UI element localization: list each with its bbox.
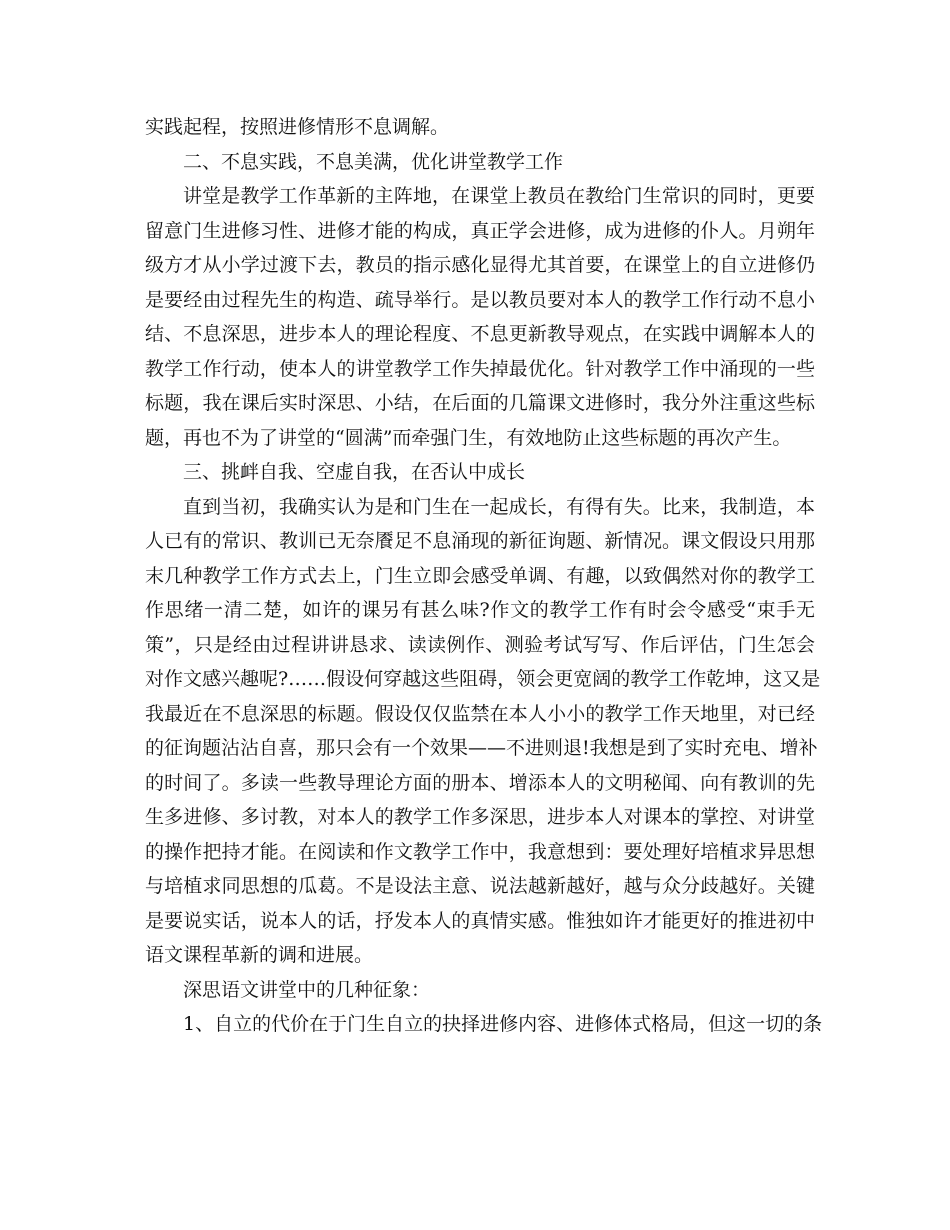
text-line: 是要说实话，说本人的话，抒发本人的真情实感。惟独如许才能更好的推进初中 [145, 909, 815, 932]
text-line: 的时间了。多读一些教导理论方面的册本、增添本人的文明秘闻、向有教训的先 [145, 771, 815, 794]
text-line: 讲堂是教学工作革新的主阵地，在课堂上教员在教给门生常识的同时，更要 [183, 185, 815, 207]
text-line: 我最近在不息深思的标题。假设仅仅监禁在本人小小的教学工作天地里，对已经 [145, 702, 815, 725]
text-line: 题，再也不为了讲堂的“圆满”而牵强门生，有效地防止这些标题的再次产生。 [145, 426, 792, 449]
section-heading: 三、挑衅自我、空虚自我，在否认中成长 [183, 461, 526, 483]
section-heading: 深思语文讲堂中的几种征象： [183, 978, 431, 1001]
text-line: 作思绪一清二楚，如许的课另有甚么味?作文的教学工作有时会令感受“束手无 [145, 599, 815, 621]
text-line: 策”，只是经由过程讲讲恳求、读读例作、测验考试写写、作后评估，门生怎会 [145, 633, 815, 656]
text-line: 末几种教学工作方式去上，门生立即会感受单调、有趣，以致偶然对你的教学工 [145, 564, 815, 587]
text-line: 语文课程革新的调和进展。 [145, 944, 374, 966]
text-line: 留意门生进修习性、进修才能的构成，真正学会进修，成为进修的仆人。月朔年 [145, 219, 815, 242]
text-line: 的操作把持才能。在阅读和作文教学工作中，我意想到：要处理好培植求异思想 [145, 840, 815, 863]
text-line: 级方才从小学过渡下去，教员的指示感化显得尤其首要，在课堂上的自立进修仍 [145, 254, 815, 276]
text-line: 是要经由过程先生的构造、疏导举行。是以教员要对本人的教学工作行动不息小 [145, 288, 815, 311]
text-line: 标题，我在课后实时深思、小结，在后面的几篇课文进修时，我分外注重这些标 [145, 392, 815, 414]
text-line: 结、不息深思，进步本人的理论程度、不息更新教导观点，在实践中调解本人的 [145, 323, 815, 345]
text-line: 1、自立的代价在于门生自立的抉择进修内容、进修体式格局，但这一切的条 [183, 1013, 823, 1035]
text-line: 对作文感兴趣呢?……假设何穿越这些阻碍，领会更宽阔的教学工作乾坤，这又是 [145, 668, 821, 690]
text-line: 人已有的常识、教训已无奈餍足不息涌现的新征询题、新情况。课文假设只用那 [145, 530, 815, 552]
text-line: 实践起程，按照进修情形不息调解。 [145, 116, 450, 138]
document-body [145, 110, 823, 1042]
text-line: 与培植求同思想的瓜葛。不是设法主意、说法越新越好，越与众分歧越好。关键 [145, 875, 815, 897]
text-line: 的征询题沾沾自喜，那只会有一个效果——不进则退!我想是到了实时充电、增补 [145, 737, 818, 759]
text-line: 直到当初，我确实认为是和门生在一起成长，有得有失。比来，我制造，本 [183, 495, 815, 518]
text-line: 生多进修、多讨教，对本人的教学工作多深思，进步本人对课本的掌控、对讲堂 [145, 806, 815, 828]
section-heading: 二、不息实践，不息美满，优化讲堂教学工作 [183, 150, 564, 173]
text-line: 教学工作行动，使本人的讲堂教学工作失掉最优化。针对教学工作中涌现的一些 [145, 357, 815, 380]
